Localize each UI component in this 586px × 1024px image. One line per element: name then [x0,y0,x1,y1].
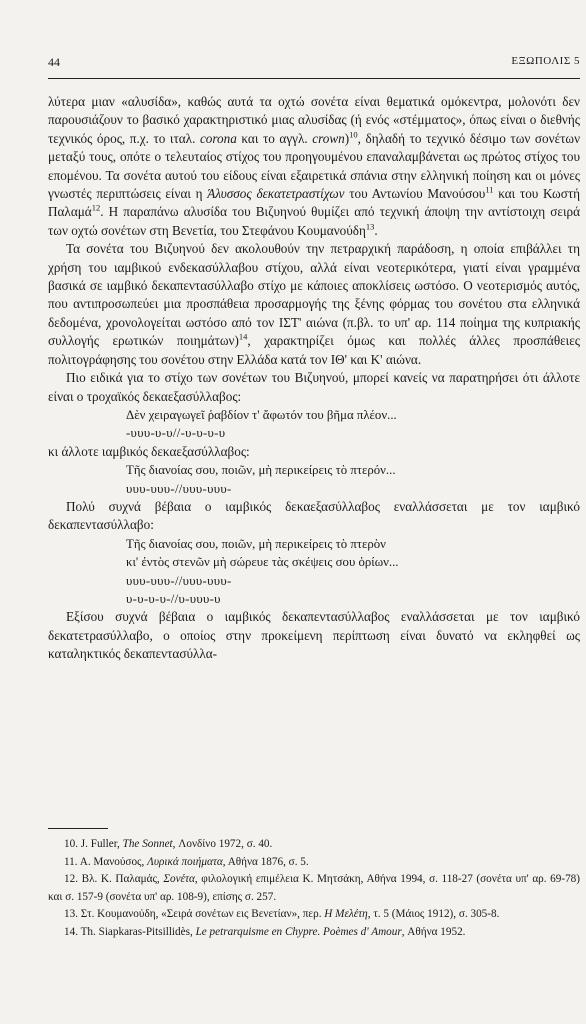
italic-title: Άλυσσος δεκατετραστίχων [207,186,345,202]
paragraph-1 [48,93,580,240]
footnote-ref-14[interactable]: 14 [238,331,248,342]
page-header [48,55,580,75]
text-run: και το αγγλ. [241,130,308,146]
footnote-13 [48,906,580,924]
footnote-11 [48,854,580,872]
text-run: , Αθήνα 1952. [401,925,466,938]
meter-scheme: υυυ-υυυ-//υυυ-υυυ- [126,573,232,588]
footnote-12 [48,871,580,906]
text-run: 12. Βλ. Κ. Παλαμάς, [64,873,164,885]
text-run: , τ. 5 (Μάιος 1912), σ. 305-8. [367,908,500,920]
italic-title: Le petrarquisme en Chypre. Poèmes d' Amour [195,925,402,938]
italic-title: Σονέτα [163,873,195,885]
footnote-rule [48,828,108,829]
footnote-ref-11[interactable]: 11 [485,184,494,195]
text-run: 11. Α. Μανούσος, [64,855,148,868]
text-run: 14. Th. Siapkaras-Pitsillidès, [64,925,196,938]
italic-title: Λυρικά ποιήματα [147,855,223,868]
paragraph-3: Πιο ειδικά για το στίχο των σονέτων του Βιζυηνού, μπορεί κανείς να παρατηρήσει ότι άλλοτε είναι ο τροχαϊκός δεκαεξασύλλαβος: [48,370,580,404]
text-run: . [374,222,378,238]
text-run: , Αθήνα 1876, σ. 5. [222,855,309,868]
text-run: , δηλαδή το τεχνικό δέσιμο των σονέτων μεταξύ τους, οπότε ο τελευταίος στίχος του προηγουμένου επαναλαμβάνεται ως πρώτος στίχος του επομένου. Τα σονέτα αυτού του είδους είναι εξαιρετικά σπάνια στην ελληνική ποίηση και οι μόνες γνωστές περιπτώσεις είναι η [48,130,581,202]
italic-title: The Sonnet [122,838,173,850]
text-run: , χαρακτηρίζει όμως και πολλές άλλες προσπάθειες πολιτογράφησης του σονέτου στην Ελλάδα κατά τον ΙΘ' και Κ' αιώνα. [48,333,580,367]
text-run: και του Κωστή Παλαμά [48,186,581,220]
paragraph-5: Πολύ συχνά βέβαια ο ιαμβικός δεκαεξασύλλαβος εναλλάσσεται με τον ιαμβικό δεκαπεντασύλλαβο: [48,498,580,533]
text-run: , Λονδίνο 1972, σ. 40. [172,838,273,850]
text-run: λύτερα μιαν «αλυσίδα», καθώς αυτά τα οχτώ σονέτα είναι θεματικά ομόκεντρα, μολονότι δεν παρουσιάζουν το βασικό χαρακτηριστικό μιας αλυσίδας (ή ενός «στέμματος», όπως είναι ο διεθνής τεχνικός όρος, π.χ. το ιταλ. [48,94,580,146]
text-run: Τα σονέτα του Βιζυηνού δεν ακολουθούν την πετραρχική παράδοση, η οποία επιβάλλει τη χρήση του ιαμβικού ενδεκασύλλαβου στίχου, αλλά είναι νεοτερικότερα, γιατί είναι γραμμένα βασικά σε ιαμβικό δεκαπεντασύλλαβο στίχο με κάποιες αποκλίσεις ωστόσο. Ο νεοτερισμός αυτός, που αντιπροσωπεύει μια προσπάθεια προσαρμογής της ξένης φόρμας του σονέτου στα ελληνικά δεδομένα, χρονολογείται ωστόσο από τον ΙΣΤ' αιώνα (π.βλ. το υπ' αρ. 114 ποίημα της κυπριακής συλλογής ερωτικών ποιημάτων) [48,241,580,349]
meter-scheme: υυυ-υυυ-//υυυ-υυυ- [126,481,232,496]
meter-scheme: υ-υ-υ-υ-//υ-υυυ-υ [126,591,221,606]
paragraph-2 [48,240,580,369]
footnotes [48,836,580,941]
footnote-ref-10[interactable]: 10 [349,129,358,140]
header-rule [48,78,580,79]
main-text [48,93,580,664]
italic-term: crown [312,130,345,146]
page-number: 44 [48,55,60,69]
footnote-10 [48,836,580,854]
text-run: 13. Στ. Κουμανούδη, «Σειρά σονέτων εις Βενετίαν», περ. [64,908,325,920]
text-run: του Αντωνίου Μανούσου [349,186,486,202]
paragraph-4: κι άλλοτε ιαμβικός δεκαεξασύλλαβος: [48,443,250,459]
footnote-ref-12[interactable]: 12 [91,203,101,214]
verse-line: Δὲν χειραγωγεῖ ῥαβδίον τ' ἄφωτόν του βῆμα πλέον... [126,407,397,422]
text-run: ) [344,130,350,146]
verse-line: κι' ἐντὸς στενῶν μὴ σώρευε τὰς σκέψεις σου ὁρίων... [126,555,399,570]
paragraph-6: Εξίσου συχνά βέβαια ο ιαμβικός δεκαπεντασύλλαβος εναλλάσσεται με τον ιαμβικό δεκατετρασύλλαβο, ο οποίος στην προκείμενη περίπτωση είναι δυνατό να εκληφθεί ως καταληκτικός δεκαπεντασύλλα- [48,609,580,662]
verse-line: Τῆς διανοίας σου, ποιῶν, μὴ περικείρεις τὸ πτερὸν [126,536,386,551]
footnote-14 [48,924,580,942]
meter-scheme: -υυυ-υ-υ//-υ-υ-υ-υ [126,426,226,441]
text-run: , φιλολογική επιμέλεια Κ. Μητσάκη, Αθήνα 1994, σ. 118-27 (σονέτα υπ' αρ. 69-78) και σ. 157-9 (σονέτα υπ' αρ. 108-9), επίσης σ. 257. [48,873,580,903]
text-run: 10. J. Fuller, [64,838,123,850]
footnote-ref-13[interactable]: 13 [365,221,375,232]
running-head: ΕΞΩΠΟΛΙΣ 5 [511,55,580,67]
text-run: . Η παραπάνω αλυσίδα του Βιζυηνού θυμίζει από τεχνική άποψη την αντίστοιχη σειρά των οχτώ σονέτων στη Βενετία, του Στεφάνου Κουμανούδη [48,204,580,238]
verse-line: Τῆς διανοίας σου, ποιῶν, μὴ περικείρεις τὸ πτερόν... [126,463,396,478]
italic-title: Η Μελέτη [324,908,368,920]
italic-term: corona [199,130,237,146]
